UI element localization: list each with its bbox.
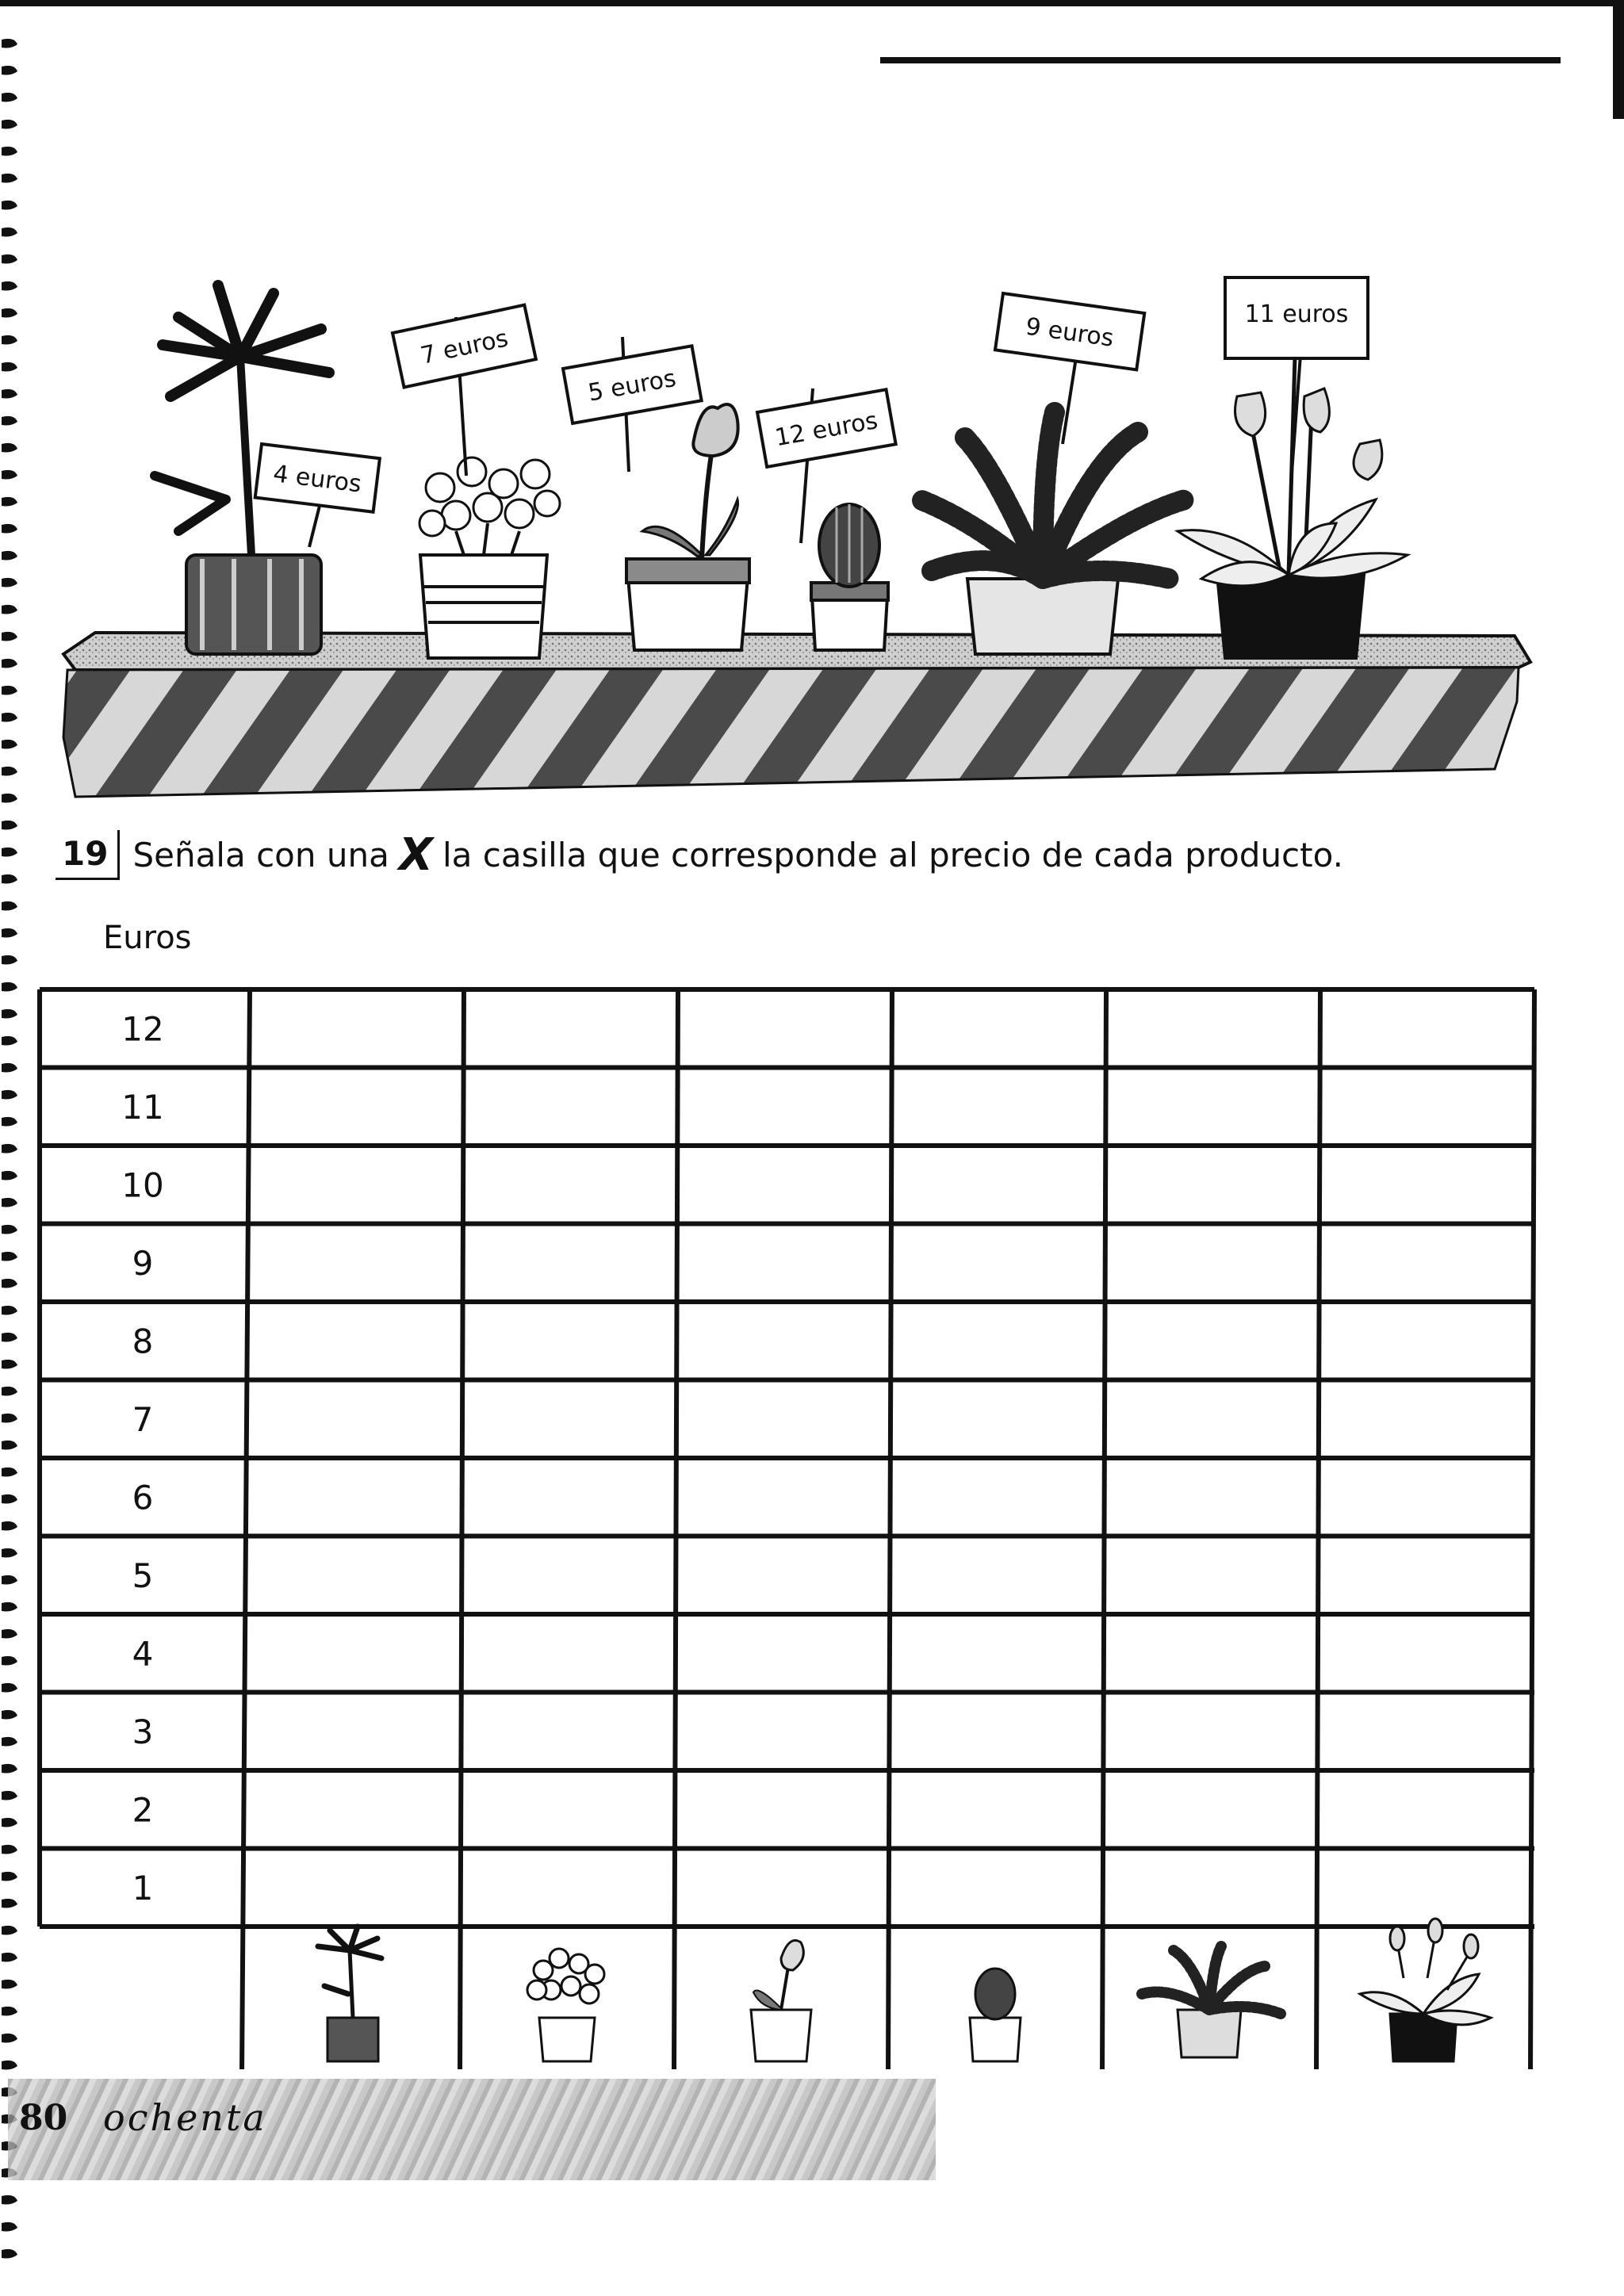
binding-ring (2, 1575, 17, 1585)
price-cell[interactable] (464, 1849, 678, 1927)
binding-ring (2, 39, 17, 48)
price-cell[interactable] (250, 1770, 464, 1849)
exercise-number: 19 (56, 830, 120, 880)
price-cell[interactable] (678, 1693, 892, 1771)
price-cell[interactable] (678, 1849, 892, 1927)
binding-ring (2, 874, 17, 884)
binding-ring (2, 147, 17, 156)
price-cell[interactable] (250, 1614, 464, 1693)
binding-ring (2, 66, 17, 75)
binding-ring (2, 1683, 17, 1693)
price-cell[interactable] (1320, 1224, 1534, 1303)
binding-ring (2, 497, 17, 507)
instruction-text-before: Señala con una (132, 835, 389, 874)
row-label: 11 (121, 1087, 164, 1127)
row-label: 8 (132, 1322, 154, 1361)
row-label: 12 (121, 1009, 164, 1049)
binding-ring (2, 767, 17, 776)
price-cell[interactable] (250, 989, 464, 1068)
tulip-icon (751, 1941, 811, 2062)
page-edge (1613, 0, 1624, 119)
binding-ring (2, 605, 17, 614)
price-grid (36, 983, 1542, 2069)
page-number-word: ochenta (103, 2096, 267, 2139)
binding-ring (2, 551, 17, 561)
price-cell[interactable] (1320, 1849, 1534, 1927)
header-line (880, 57, 1561, 63)
price-tag-5 (995, 293, 1144, 369)
binding-ring (2, 1710, 17, 1720)
binding-ring (2, 1548, 17, 1558)
binding-ring (2, 740, 17, 749)
binding-ring (2, 254, 17, 264)
spiral-binding (0, 32, 32, 2275)
page-number: 80 (19, 2098, 68, 2138)
price-cell[interactable] (892, 1458, 1106, 1536)
binding-ring (2, 1521, 17, 1531)
price-cell[interactable] (250, 1302, 464, 1380)
binding-ring (2, 308, 17, 318)
binding-ring (2, 524, 17, 534)
price-cell[interactable] (1106, 1068, 1320, 1146)
binding-ring (2, 93, 17, 102)
price-cell[interactable] (678, 1380, 892, 1459)
grid-axis-label: Euros (103, 920, 192, 956)
binding-ring (2, 201, 17, 210)
price-cell[interactable] (464, 1770, 678, 1849)
price-cell[interactable] (892, 1693, 1106, 1771)
price-cell[interactable] (678, 1536, 892, 1615)
tulip-icon (626, 404, 749, 650)
binding-ring (2, 1063, 17, 1073)
price-cell[interactable] (464, 1302, 678, 1380)
row-label: 1 (132, 1868, 154, 1908)
price-cell[interactable] (464, 1068, 678, 1146)
price-cell[interactable] (1320, 1146, 1534, 1224)
binding-ring (2, 362, 17, 372)
price-cell[interactable] (1320, 1380, 1534, 1459)
price-cell[interactable] (250, 1536, 464, 1615)
plant-shelf-illustration (44, 262, 1534, 809)
binding-ring (2, 1036, 17, 1046)
price-cell[interactable] (1106, 1458, 1320, 1536)
exercise-instruction (56, 823, 1483, 886)
price-cell[interactable] (678, 1068, 892, 1146)
daisy-flowers-icon (527, 1949, 604, 2061)
binding-ring (2, 2249, 17, 2259)
flowering-plant-icon (1360, 1919, 1491, 2061)
row-label: 10 (121, 1165, 164, 1205)
price-cell[interactable] (678, 1770, 892, 1849)
binding-ring (2, 686, 17, 695)
binding-ring (2, 1872, 17, 1881)
binding-ring (2, 1468, 17, 1477)
price-tag-4 (757, 389, 896, 467)
binding-ring (2, 1980, 17, 1989)
x-mark-symbol: X (398, 828, 433, 881)
binding-ring (2, 982, 17, 992)
binding-ring (2, 1198, 17, 1207)
daisy-flowers-icon (419, 457, 560, 658)
price-tag-2 (393, 305, 536, 388)
price-cell[interactable] (1106, 1224, 1320, 1303)
price-cell[interactable] (1320, 1458, 1534, 1536)
price-cell[interactable] (892, 1849, 1106, 1927)
price-cell[interactable] (892, 1770, 1106, 1849)
row-label: 7 (132, 1399, 154, 1439)
binding-ring (2, 2195, 17, 2205)
price-cell[interactable] (678, 1458, 892, 1536)
row-label: 9 (132, 1243, 154, 1283)
price-cell[interactable] (678, 1146, 892, 1224)
binding-ring (2, 1414, 17, 1423)
binding-ring (2, 632, 17, 641)
binding-ring (2, 2061, 17, 2070)
price-cell[interactable] (464, 1224, 678, 1303)
price-cell[interactable] (1106, 1614, 1320, 1693)
price-cell[interactable] (464, 1380, 678, 1459)
binding-ring (2, 1360, 17, 1369)
row-label: 6 (132, 1478, 154, 1517)
price-cell[interactable] (892, 1380, 1106, 1459)
price-cell[interactable] (678, 1224, 892, 1303)
price-cell[interactable] (250, 1146, 464, 1224)
price-cell[interactable] (250, 1380, 464, 1459)
binding-ring (2, 713, 17, 722)
binding-ring (2, 1629, 17, 1639)
binding-ring (2, 1441, 17, 1450)
row-label: 4 (132, 1634, 154, 1674)
price-cell[interactable] (1320, 1302, 1534, 1380)
price-cell[interactable] (892, 1536, 1106, 1615)
binding-ring (2, 1009, 17, 1019)
binding-ring (2, 1737, 17, 1747)
svg-text:4 euros: 4 euros (271, 460, 363, 499)
price-tag-1 (255, 444, 380, 512)
binding-ring (2, 2222, 17, 2232)
price-cell[interactable] (464, 1536, 678, 1615)
binding-ring (2, 2007, 17, 2016)
binding-ring (2, 1926, 17, 1935)
price-cell[interactable] (892, 989, 1106, 1068)
binding-ring (2, 1171, 17, 1181)
binding-ring (2, 659, 17, 668)
svg-text:11 euros: 11 euros (1244, 300, 1349, 328)
price-cell[interactable] (1320, 1068, 1534, 1146)
binding-ring (2, 1279, 17, 1288)
price-cell[interactable] (1320, 1770, 1534, 1849)
price-cell[interactable] (1106, 1146, 1320, 1224)
price-cell[interactable] (1320, 1693, 1534, 1771)
binding-ring (2, 901, 17, 911)
binding-ring (2, 1333, 17, 1342)
binding-ring (2, 794, 17, 803)
binding-ring (2, 1764, 17, 1774)
palm-plant-icon (318, 1927, 381, 2061)
price-cell[interactable] (892, 1614, 1106, 1693)
price-cell[interactable] (678, 1302, 892, 1380)
binding-ring (2, 1144, 17, 1154)
fern-icon (1142, 1946, 1281, 2057)
price-cell[interactable] (1106, 1380, 1320, 1459)
binding-ring (2, 1953, 17, 1962)
price-cell[interactable] (1106, 1302, 1320, 1380)
binding-ring (2, 228, 17, 237)
binding-ring (2, 1899, 17, 1908)
binding-ring (2, 335, 17, 345)
binding-ring (2, 1225, 17, 1234)
binding-ring (2, 1252, 17, 1261)
price-cell[interactable] (1320, 1614, 1534, 1693)
binding-ring (2, 416, 17, 426)
price-tag-6 (1225, 277, 1368, 358)
price-cell[interactable] (464, 1693, 678, 1771)
svg-text:7 euros: 7 euros (418, 324, 511, 370)
price-cell[interactable] (892, 1302, 1106, 1380)
price-cell[interactable] (464, 1614, 678, 1693)
price-cell[interactable] (1106, 1536, 1320, 1615)
binding-ring (2, 1818, 17, 1827)
price-cell[interactable] (892, 1068, 1106, 1146)
price-cell[interactable] (1106, 1693, 1320, 1771)
price-cell[interactable] (1106, 989, 1320, 1068)
binding-ring (2, 578, 17, 587)
binding-ring (2, 120, 17, 129)
price-cell[interactable] (250, 1224, 464, 1303)
svg-text:9 euros: 9 euros (1024, 312, 1116, 353)
fern-icon (920, 412, 1185, 654)
binding-ring (2, 928, 17, 938)
binding-ring (2, 848, 17, 857)
page-footer (8, 2079, 936, 2180)
binding-ring (2, 443, 17, 453)
binding-ring (2, 1791, 17, 1800)
binding-ring (2, 1845, 17, 1854)
price-cell[interactable] (1106, 1849, 1320, 1927)
price-cell[interactable] (464, 989, 678, 1068)
price-cell[interactable] (250, 1849, 464, 1927)
price-cell[interactable] (464, 1146, 678, 1224)
binding-ring (2, 174, 17, 183)
top-rule (0, 0, 1624, 6)
price-cell[interactable] (678, 1614, 892, 1693)
binding-ring (2, 281, 17, 291)
grid-col-line (242, 989, 250, 2069)
binding-ring (2, 470, 17, 480)
flowering-plant-icon (1178, 357, 1408, 658)
price-cell[interactable] (678, 989, 892, 1068)
price-cell[interactable] (892, 1224, 1106, 1303)
binding-ring (2, 1602, 17, 1612)
binding-ring (2, 389, 17, 399)
svg-text:5 euros: 5 euros (586, 364, 679, 408)
price-cell[interactable] (1320, 1536, 1534, 1615)
binding-ring (2, 955, 17, 965)
binding-ring (2, 1306, 17, 1315)
price-cell[interactable] (464, 1458, 678, 1536)
instruction-text-after: la casilla que corresponde al precio de cada producto. (442, 835, 1343, 874)
price-cell[interactable] (1106, 1770, 1320, 1849)
row-label: 3 (132, 1712, 154, 1751)
price-cell[interactable] (250, 1068, 464, 1146)
binding-ring (2, 1117, 17, 1127)
svg-text:12 euros: 12 euros (772, 407, 880, 453)
binding-ring (2, 821, 17, 830)
cactus-icon (811, 504, 888, 650)
row-label: 5 (132, 1556, 154, 1595)
binding-ring (2, 1090, 17, 1100)
binding-ring (2, 1387, 17, 1396)
binding-ring (2, 2034, 17, 2043)
row-label: 2 (132, 1790, 154, 1830)
binding-ring (2, 1656, 17, 1666)
binding-ring (2, 1494, 17, 1504)
price-cell[interactable] (250, 1458, 464, 1536)
price-cell[interactable] (892, 1146, 1106, 1224)
price-cell[interactable] (1320, 989, 1534, 1068)
price-tag-3 (563, 346, 702, 423)
cactus-icon (970, 1969, 1021, 2061)
price-cell[interactable] (250, 1693, 464, 1771)
